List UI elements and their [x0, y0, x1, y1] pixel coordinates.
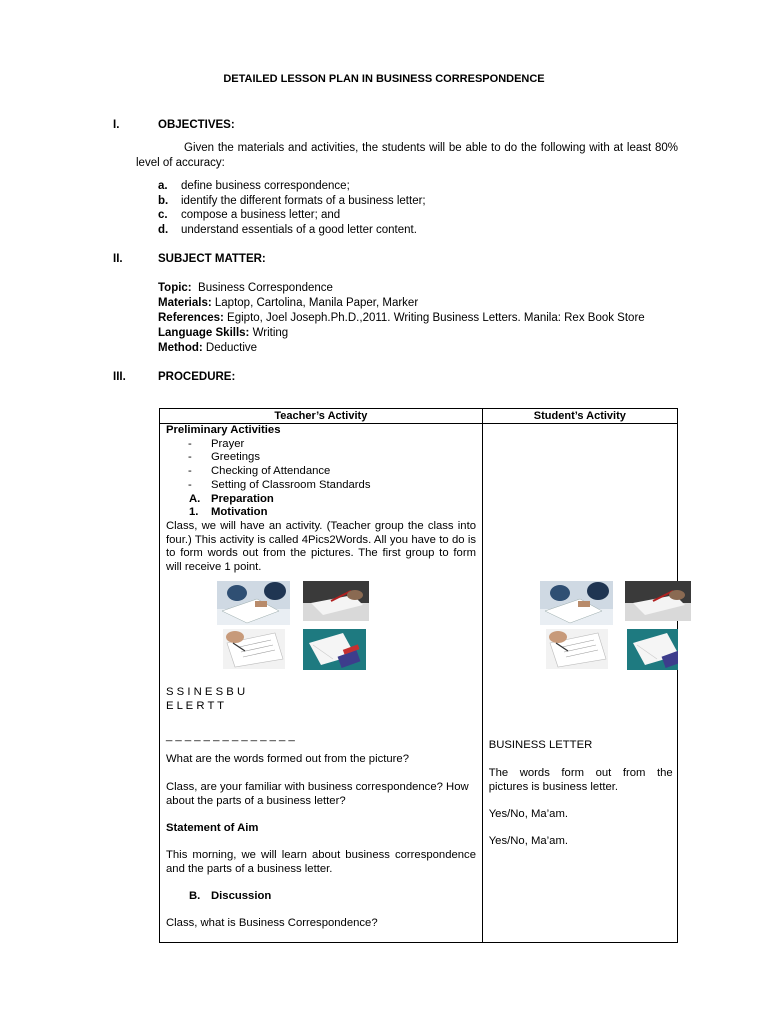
- objective-item: b. identify the different formats of a business letter;: [158, 194, 426, 207]
- question-business-correspondence: Class, what is Business Correspondence?: [166, 917, 378, 929]
- section-2-numeral: II.: [113, 253, 123, 265]
- method-line: Method: Deductive: [158, 342, 258, 354]
- student-column-header: Student’s Activity: [482, 409, 677, 424]
- picture-envelope: [627, 629, 678, 670]
- picture-pen-and-documents: [625, 581, 691, 621]
- references-line: References: Egipto, Joel Joseph.Ph.D.,2011. Writing Business Letters. Manila: Rex Book Store: [158, 312, 645, 324]
- objectives-heading: OBJECTIVES:: [158, 119, 235, 131]
- picture-envelope: [303, 629, 366, 670]
- procedure-table: [159, 408, 678, 943]
- list-item: - Setting of Classroom Standards: [188, 478, 371, 491]
- teacher-activity-cell: [160, 424, 483, 943]
- section-3-numeral: III.: [113, 371, 126, 383]
- question-words-formed: What are the words formed out from the picture?: [166, 753, 409, 765]
- picture-writing-letter: [223, 629, 285, 669]
- scrambled-word-2: E L E R T T: [166, 699, 224, 712]
- motivation-label: 1. Motivation: [189, 506, 268, 519]
- student-activity-cell: [482, 424, 677, 943]
- picture-business-handshake: [217, 581, 290, 625]
- answer-blanks: _ _ _ _ _ _ _ _ _ _ _ _ _ _: [166, 730, 295, 742]
- preliminary-list: [166, 438, 476, 493]
- list-item: - Greetings: [188, 451, 260, 464]
- statement-of-aim-text: This morning, we will learn about business correspondence and the parts of a business letter.: [166, 849, 476, 875]
- picture-pen-and-documents: [303, 581, 369, 621]
- objectives-intro: Given the materials and activities, the students will be able to do the following with at least 80% level of accuracy:: [136, 142, 678, 169]
- section-1-numeral: I.: [113, 119, 120, 131]
- list-item: - Prayer: [188, 437, 245, 450]
- statement-of-aim-heading: Statement of Aim: [166, 822, 259, 834]
- preparation-label: A. Preparation: [189, 492, 274, 505]
- teacher-column-header: Teacher’s Activity: [160, 409, 483, 424]
- objective-item: a. define business correspondence;: [158, 180, 350, 192]
- subject-matter-heading: SUBJECT MATTER:: [158, 253, 266, 265]
- objectives-list: [158, 179, 426, 238]
- discussion-label: B. Discussion: [189, 890, 272, 902]
- student-answer-3: Yes/No, Ma’am.: [488, 808, 569, 820]
- student-answer-2: The words form out from the pictures is business letter.: [488, 767, 673, 793]
- subject-matter-block: [158, 281, 645, 356]
- student-answer-1: BUSINESS LETTER: [488, 739, 593, 751]
- picture-writing-letter: [546, 629, 608, 669]
- preliminary-heading: Preliminary Activities: [166, 424, 281, 436]
- list-item: - Checking of Attendance: [188, 465, 331, 478]
- language-skills-line: Language Skills: Writing: [158, 327, 289, 339]
- student-answer-4: Yes/No, Ma’am.: [488, 835, 569, 847]
- question-familiar: Class, are your familiar with business correspondence? How about the parts of a business letter?: [166, 781, 469, 807]
- objective-item: d. understand essentials of a good letter content.: [158, 224, 417, 237]
- picture-business-handshake: [540, 581, 613, 625]
- scrambled-word-1: S S I N E S B U: [166, 686, 246, 698]
- topic-line: Topic: Business Correspondence: [158, 282, 333, 294]
- activity-instructions: Class, we will have an activity. (Teacher group the class into four.) This activity is called 4Pics2Words. All you have to do is to form words out from the pictures. The first group to form will receive 1 point.: [166, 519, 476, 573]
- document-title: DETAILED LESSON PLAN IN BUSINESS CORRESPONDENCE: [223, 73, 545, 85]
- procedure-heading: PROCEDURE:: [158, 371, 236, 383]
- materials-line: Materials: Laptop, Cartolina, Manila Paper, Marker: [158, 297, 419, 309]
- objective-item: c. compose a business letter; and: [158, 209, 341, 222]
